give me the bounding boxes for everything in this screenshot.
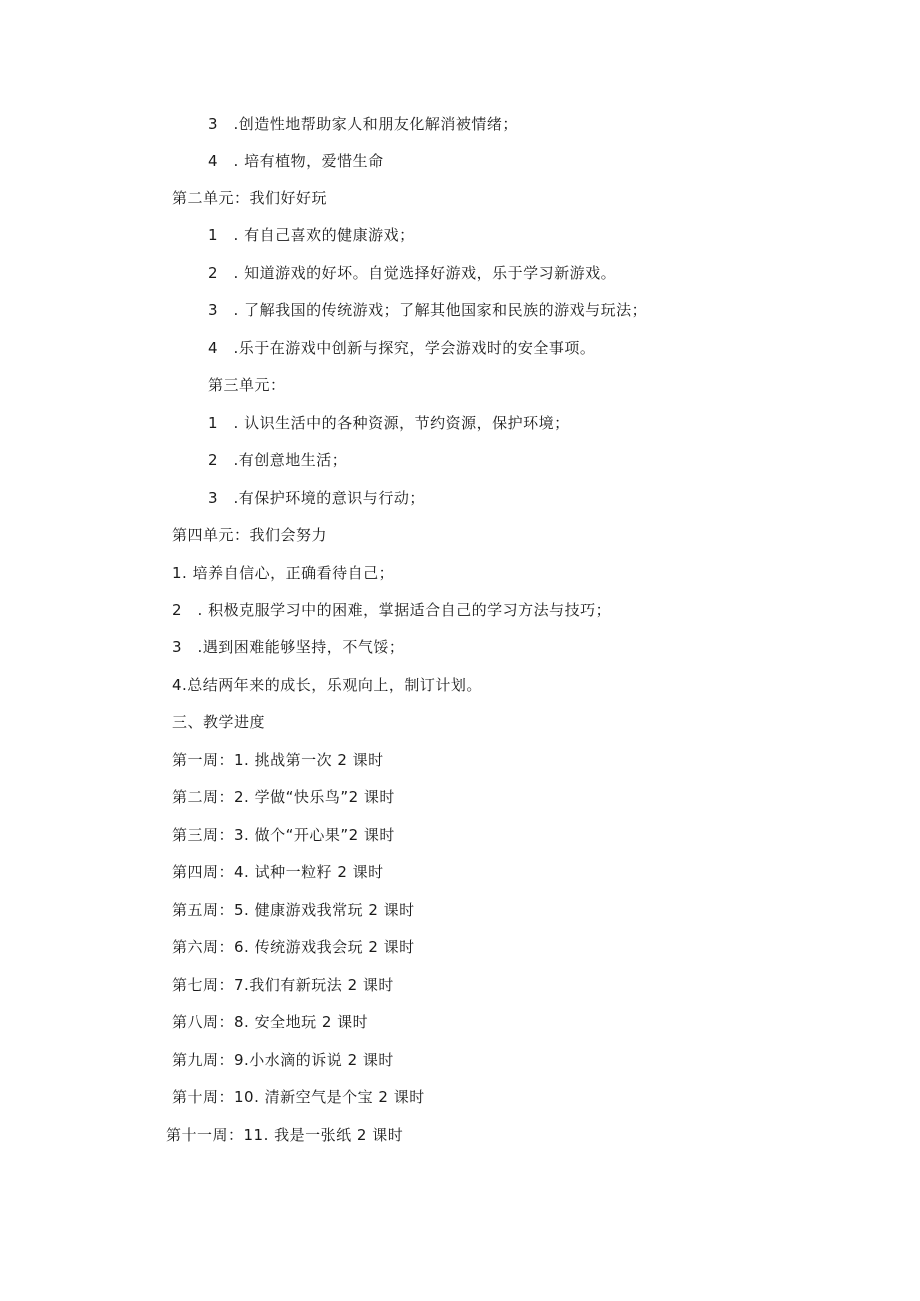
unit3-heading: 第三单元：	[208, 376, 286, 394]
unit4-item-1: 1. 培养自信心，正确看待自己；	[172, 564, 395, 582]
schedule-week-3: 第三周：3. 做个“开心果”2 课时	[172, 826, 395, 844]
unit4-item-4: 4.总结两年来的成长，乐观向上，制订计划。	[172, 676, 482, 694]
unit2-item-4: 4 .乐于在游戏中创新与探究，学会游戏时的安全事项。	[208, 339, 596, 357]
schedule-week-7: 第七周：7.我们有新玩法 2 课时	[172, 976, 394, 994]
schedule-week-11: 第十一周：11. 我是一张纸 2 课时	[166, 1126, 404, 1144]
unit1-item-3: 3 .创造性地帮助家人和朋友化解消被情绪；	[208, 115, 518, 133]
schedule-week-6: 第六周：6. 传统游戏我会玩 2 课时	[172, 938, 415, 956]
schedule-week-8: 第八周：8. 安全地玩 2 课时	[172, 1013, 369, 1031]
unit4-item-3: 3 .遇到困难能够坚持，不气馁；	[172, 638, 405, 656]
unit2-heading: 第二单元：我们好好玩	[172, 189, 328, 207]
schedule-week-1: 第一周：1. 挑战第一次 2 课时	[172, 751, 384, 769]
schedule-week-2: 第二周：2. 学做“快乐鸟”2 课时	[172, 788, 395, 806]
unit3-item-1: 1 . 认识生活中的各种资源，节约资源，保护环境；	[208, 414, 570, 432]
unit1-item-4: 4 . 培有植物，爱惜生命	[208, 152, 384, 170]
schedule-week-5: 第五周：5. 健康游戏我常玩 2 课时	[172, 901, 415, 919]
section-heading-schedule: 三、教学进度	[172, 713, 266, 731]
unit2-item-2: 2 . 知道游戏的好坏。自觉选择好游戏，乐于学习新游戏。	[208, 264, 617, 282]
unit4-item-2: 2 . 积极克服学习中的困难，掌据适合自己的学习方法与技巧；	[172, 601, 612, 619]
unit2-item-3: 3 . 了解我国的传统游戏；了解其他国家和民族的游戏与玩法；	[208, 301, 648, 319]
schedule-week-4: 第四周：4. 试种一粒籽 2 课时	[172, 863, 384, 881]
unit3-item-3: 3 .有保护环境的意识与行动；	[208, 489, 425, 507]
schedule-week-9: 第九周：9.小水滴的诉说 2 课时	[172, 1051, 394, 1069]
schedule-week-10: 第十周：10. 清新空气是个宝 2 课时	[172, 1088, 425, 1106]
unit2-item-1: 1 . 有自己喜欢的健康游戏；	[208, 226, 415, 244]
unit3-item-2: 2 .有创意地生活；	[208, 451, 348, 469]
unit4-heading: 第四单元：我们会努力	[172, 526, 328, 544]
